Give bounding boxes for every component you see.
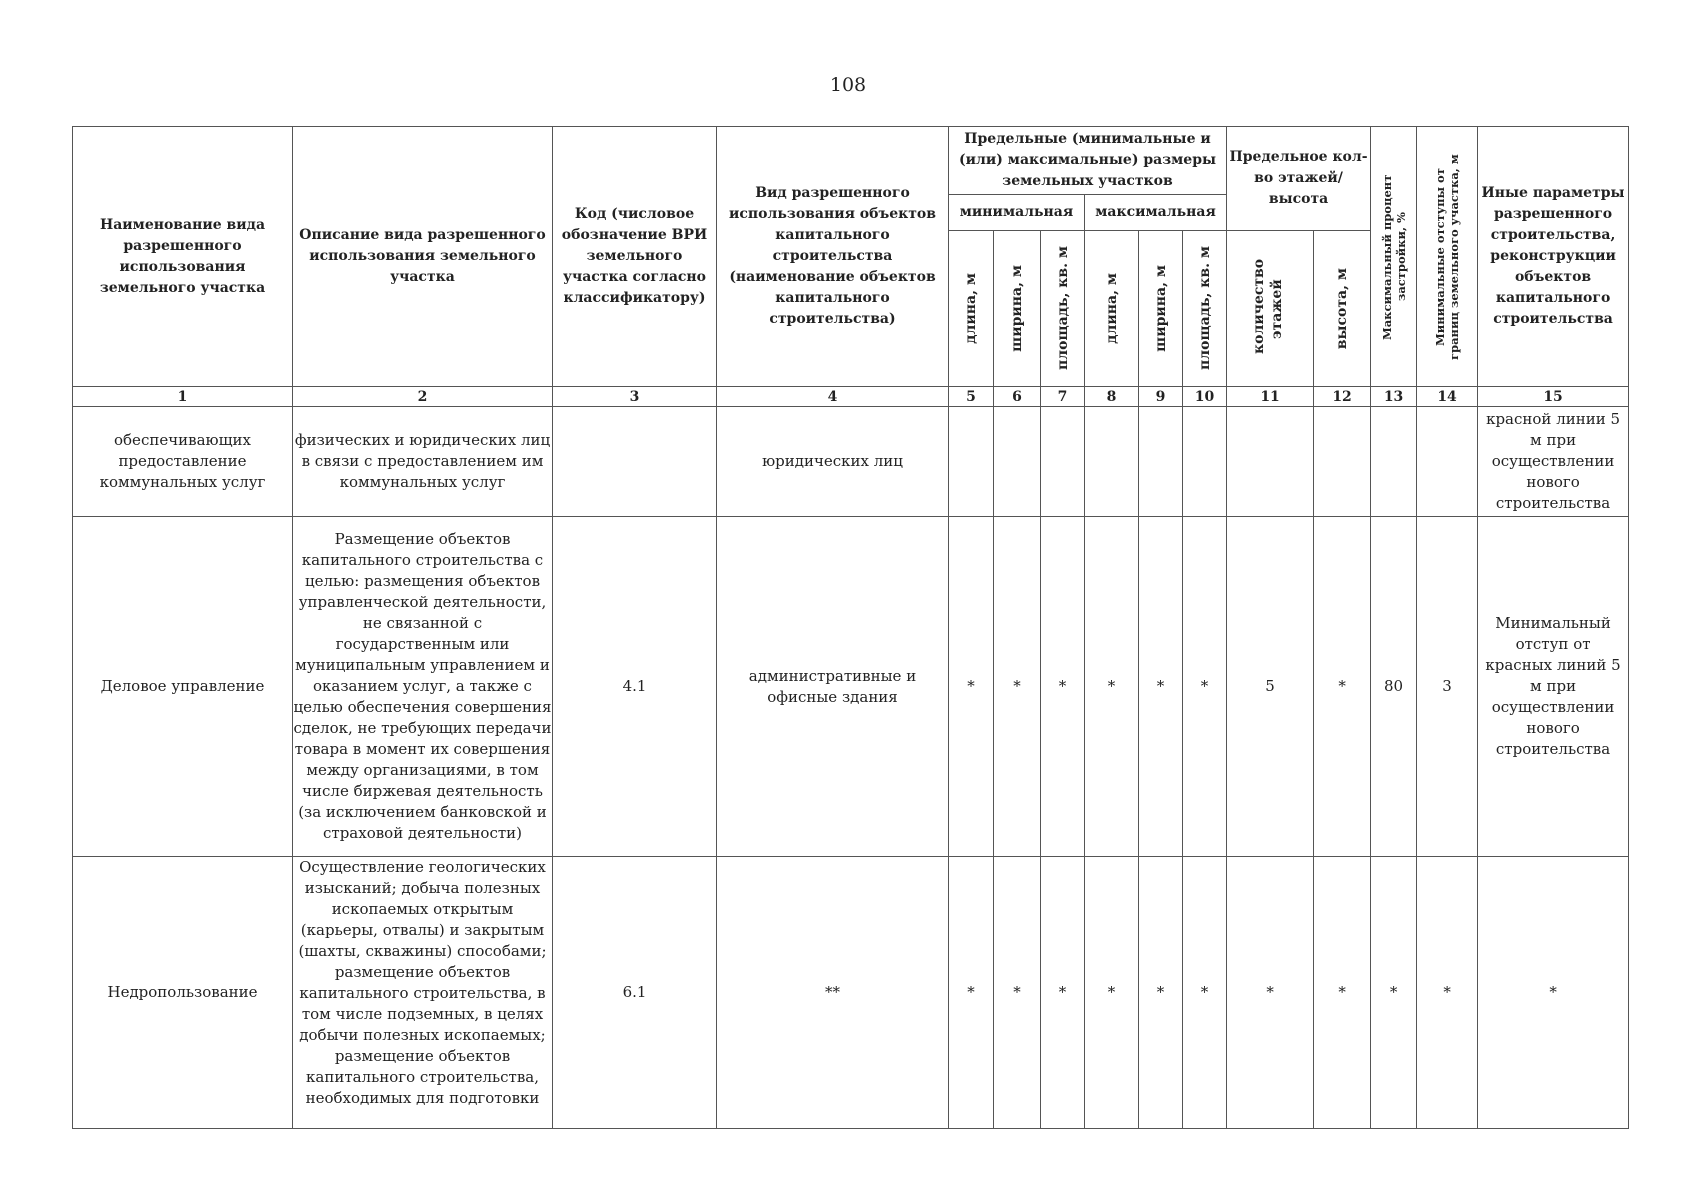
- header-min-width: ширина, м: [994, 231, 1041, 387]
- row-cell: [1183, 407, 1227, 517]
- row-cell: *: [1085, 517, 1139, 857]
- header-min-setback: Минимальные отступы от границ земельного участка, м: [1417, 127, 1478, 387]
- row-cell: *: [994, 857, 1041, 1129]
- row-other: красной линии 5 м при осуществлении нового строительства: [1478, 407, 1629, 517]
- row-description-text: Осуществление геологических изысканий; добыча полезных ископаемых открытым (карьеры, отвалы) и закрытым (шахты, скважины) способами; размещение объектов капитального строительства, в том числе подземных, в целях добычи полезных ископаемых; размещение объектов капитального строительства, необходимых для подготовки: [298, 858, 547, 1107]
- row-cell: 80: [1371, 517, 1417, 857]
- column-number: 7: [1041, 387, 1085, 407]
- row-cell: [949, 407, 994, 517]
- row-cell: [1041, 407, 1085, 517]
- column-number: 11: [1227, 387, 1314, 407]
- row-object-type: **: [717, 857, 949, 1129]
- column-number: 5: [949, 387, 994, 407]
- row-cell: *: [1417, 857, 1478, 1129]
- header-min-length: длина, м: [949, 231, 994, 387]
- row-name: Деловое управление: [73, 517, 293, 857]
- row-description: Размещение объектов капитального строительства с целью: размещения объектов управленческой деятельности, не связанной с государственным или муниципальным управлением и оказанием услуг, а также с целью обеспечения совершения сделок, не требующих передачи товара в момент их совершения между организациями, в том числе биржевая деятельность (за исключением банковской и страховой деятельности): [293, 517, 553, 857]
- row-cell: *: [949, 857, 994, 1129]
- header-max-area: площадь, кв. м: [1183, 231, 1227, 387]
- header-floors-group: Предельное кол-во этажей/высота: [1227, 127, 1371, 231]
- row-cell: [1417, 407, 1478, 517]
- row-cell: *: [949, 517, 994, 857]
- row-description: физических и юридических лиц в связи с предоставлением им коммунальных услуг: [293, 407, 553, 517]
- row-name: Недропользование: [73, 857, 293, 1129]
- row-cell: *: [1183, 517, 1227, 857]
- row-cell: *: [1139, 857, 1183, 1129]
- column-number: 15: [1478, 387, 1629, 407]
- header-description: Описание вида разрешенного использования земельного участка: [293, 127, 553, 387]
- table-row: [73, 857, 1629, 1129]
- column-number: 2: [293, 387, 553, 407]
- column-number: 1: [73, 387, 293, 407]
- column-number: 8: [1085, 387, 1139, 407]
- header-name: Наименование вида разрешенного использования земельного участка: [73, 127, 293, 387]
- header-maximal: максимальная: [1085, 195, 1227, 231]
- row-cell: [1227, 407, 1314, 517]
- row-cell: [1139, 407, 1183, 517]
- header-floors-count: количество этажей: [1227, 231, 1314, 387]
- header-code: Код (числовое обозначение ВРИ земельного участка согласно классификатору): [553, 127, 717, 387]
- header-minimal: минимальная: [949, 195, 1085, 231]
- table-row: [73, 517, 1629, 857]
- column-number: 14: [1417, 387, 1478, 407]
- table-row: [73, 407, 1629, 517]
- page-number: 108: [829, 74, 867, 96]
- column-number: 3: [553, 387, 717, 407]
- row-description: [293, 857, 553, 1129]
- row-name: обеспечивающих предоставление коммунальных услуг: [73, 407, 293, 517]
- column-number: 6: [994, 387, 1041, 407]
- row-cell: *: [1085, 857, 1139, 1129]
- row-cell: *: [1041, 857, 1085, 1129]
- row-code: [553, 407, 717, 517]
- row-cell: 5: [1227, 517, 1314, 857]
- column-number: 12: [1314, 387, 1371, 407]
- row-cell: *: [1227, 857, 1314, 1129]
- row-object-type: юридических лиц: [717, 407, 949, 517]
- row-cell: *: [1041, 517, 1085, 857]
- row-cell: [1314, 407, 1371, 517]
- row-cell: *: [1314, 857, 1371, 1129]
- row-other: Минимальный отступ от красных линий 5 м при осуществлении нового строительства: [1478, 517, 1629, 857]
- header-other-params: Иные параметры разрешенного строительства, реконструкции объектов капитального строительства: [1478, 127, 1629, 387]
- header-height: высота, м: [1314, 231, 1371, 387]
- column-number: 4: [717, 387, 949, 407]
- row-cell: *: [994, 517, 1041, 857]
- column-numbers-row: [73, 387, 1629, 407]
- regulations-table: [72, 126, 1629, 1129]
- row-cell: *: [1371, 857, 1417, 1129]
- row-code: 4.1: [553, 517, 717, 857]
- row-cell: *: [1183, 857, 1227, 1129]
- column-number: 13: [1371, 387, 1417, 407]
- row-other: *: [1478, 857, 1629, 1129]
- row-object-type: административные и офисные здания: [717, 517, 949, 857]
- column-number: 9: [1139, 387, 1183, 407]
- row-code: 6.1: [553, 857, 717, 1129]
- header-object-type: Вид разрешенного использования объектов капитального строительства (наименование объектов капитального строительства): [717, 127, 949, 387]
- header-sizes-group: Предельные (минимальные и (или) максимальные) размеры земельных участков: [949, 127, 1227, 195]
- row-cell: *: [1314, 517, 1371, 857]
- row-cell: [1371, 407, 1417, 517]
- row-cell: 3: [1417, 517, 1478, 857]
- row-cell: [1085, 407, 1139, 517]
- header-max-length: длина, м: [1085, 231, 1139, 387]
- column-number: 10: [1183, 387, 1227, 407]
- row-cell: [994, 407, 1041, 517]
- header-max-percent: Максимальный процент застройки, %: [1371, 127, 1417, 387]
- header-max-width: ширина, м: [1139, 231, 1183, 387]
- header-min-area: площадь, кв. м: [1041, 231, 1085, 387]
- row-cell: *: [1139, 517, 1183, 857]
